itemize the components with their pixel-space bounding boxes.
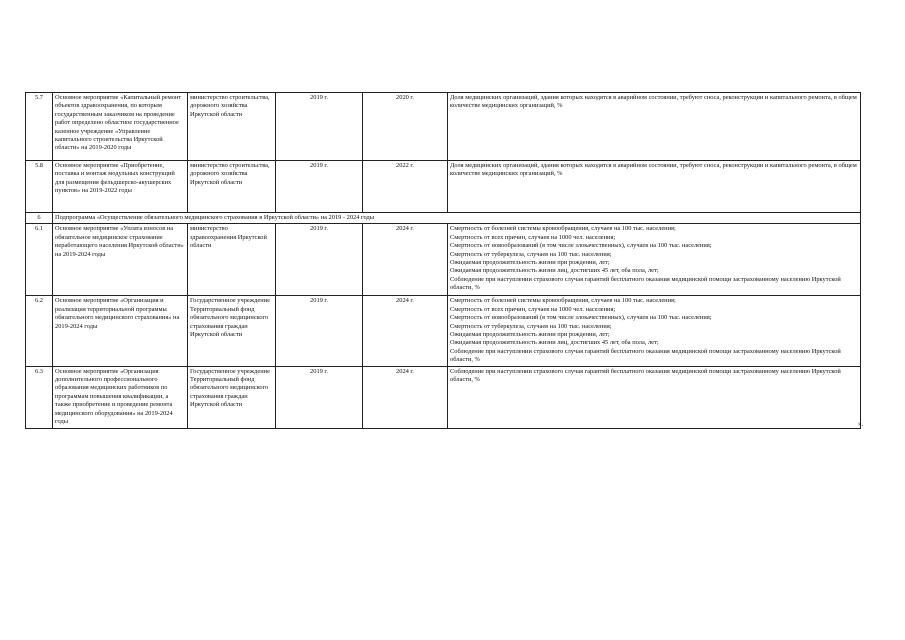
start-cell: 2019 г. (276, 296, 363, 366)
row-number: 6.2 (26, 296, 53, 366)
table-row (26, 224, 861, 296)
event-cell: Основное мероприятие «Капитальный ремонт объектов здравоохранения, по которым государственным заказчиком на проведение работ определено областное государственное казенное учреждение «Управление капитального строительства Иркутской области» на 2019-2020 годы (53, 93, 188, 161)
program-table (25, 92, 864, 429)
end-cell: 2024 г. (363, 224, 448, 296)
end-cell: 2024 г. (363, 296, 448, 366)
event-cell: Основное мероприятие «Уплата взносов на обязательное медицинское страхование неработающего населения Иркутской области» на 2019-2024 годы (53, 224, 188, 296)
executor-cell: Государственное учреждение Территориальный фонд обязательного медицинского страхования граждан Иркутской области (188, 366, 276, 428)
closing-quote: ». (858, 420, 864, 428)
indicator-cell: Доля медицинских организаций, здания которых находятся в аварийном состоянии, требуют сноса, реконструкции и капитального ремонта, в общем количестве медицинских организаций, % (448, 161, 861, 213)
indicator-cell: Смертность от болезней системы кровообращения, случаев на 100 тыс. населения; Смертность от всех причин, случаев на 1000 чел. населения; Смертность от новообразований (в том числе злокачественных), случаев на 100 тыс. населения; Смертность от туберкулеза, случаев на 100 тыс. населения; Ожидаемая продолжительность жизни при рождении, лет; Ожидаемая продолжительность жизни лиц, достигших 45 лет, оба пола, лет; Соблюдение при наступлении страхового случая гарантий бесплатного оказания медицинской помощи застрахованному населению Иркутской области, % (448, 224, 861, 296)
section-title: Подпрограмма «Осуществление обязательного медицинского страхования в Иркутской области» на 2019 - 2024 годы (53, 213, 861, 224)
indicator-cell: Доля медицинских организаций, здания которых находятся в аварийном состоянии, требуют сноса, реконструкции и капитального ремонта, в общем количестве медицинских организаций, % (448, 93, 861, 161)
start-cell: 2019 г. (276, 161, 363, 213)
row-number: 6.1 (26, 224, 53, 296)
row-number: 5.7 (26, 93, 53, 161)
start-cell: 2019 г. (276, 366, 363, 428)
table-row (26, 296, 861, 366)
start-cell: 2019 г. (276, 224, 363, 296)
indicator-cell: Смертность от болезней системы кровообращения, случаев на 100 тыс. населения; Смертность от всех причин, случаев на 1000 чел. населения; Смертность от новообразований (в том числе злокачественных), случаев на 100 тыс. населения; Смертность от туберкулеза, случаев на 100 тыс. населения; Ожидаемая продолжительность жизни при рождении, лет; Ожидаемая продолжительность жизни лиц, достигших 45 лет, оба пола, лет; Соблюдение при наступлении страхового случая гарантий бесплатного оказания медицинской помощи застрахованному населению Иркутской области, % (448, 296, 861, 366)
indicator-cell: Соблюдение при наступлении страхового случая гарантий бесплатного оказания медицинской помощи застрахованному населению Иркутской области, % (448, 366, 861, 428)
executor-cell: министерство здравоохранения Иркутской области (188, 224, 276, 296)
end-cell: 2020 г. (363, 93, 448, 161)
event-cell: Основное мероприятие «Организация и реализация территориальной программы обязательного медицинского страхования» на 2019-2024 годы (53, 296, 188, 366)
end-cell: 2022 г. (363, 161, 448, 213)
executor-cell: министерство строительства, дорожного хозяйства Иркутской области (188, 161, 276, 213)
table-row (26, 161, 861, 213)
row-number: 6.3 (26, 366, 53, 428)
start-cell: 2019 г. (276, 93, 363, 161)
executor-cell: министерство строительства, дорожного хозяйства Иркутской области (188, 93, 276, 161)
table-row (26, 366, 861, 428)
table-row (26, 93, 861, 161)
row-number: 5.8 (26, 161, 53, 213)
section-number: 6 (26, 213, 53, 224)
event-cell: Основное мероприятие «Организация дополнительного профессионального образования медицинских работников по программам повышения квалификации, а также приобретение и проведение ремонта медицинского оборудования» на 2019-2024 годы (53, 366, 188, 428)
event-cell: Основное мероприятие «Приобретение, поставка и монтаж модульных конструкций для размещения фельдшерско-акушерских пунктов» на 2019-2022 годы (53, 161, 188, 213)
end-cell: 2024 г. (363, 366, 448, 428)
section-row (26, 213, 861, 224)
executor-cell: Государственное учреждение Территориальный фонд обязательного медицинского страхования граждан Иркутской области (188, 296, 276, 366)
